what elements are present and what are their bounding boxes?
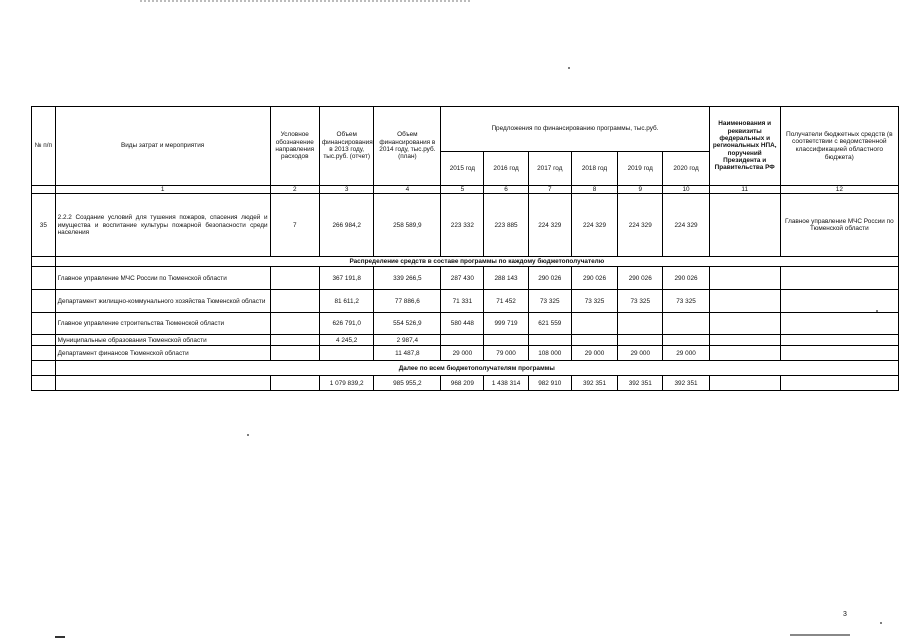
section-title-all-recipients: Далее по всем бюджетополучателям программы [55,361,898,376]
recipient-2014: 339 266,5 [374,267,441,290]
recipient-year-value: 73 325 [571,290,617,313]
activity-year-value: 224 329 [618,194,663,257]
recipient-2013 [319,346,374,361]
recipient-year-value [441,335,484,346]
recipient-npa [709,346,780,361]
recipient-year-value: 29 000 [663,346,709,361]
section-spacer [32,257,56,267]
column-index: 8 [571,186,617,194]
total-year-value: 392 351 [663,376,709,391]
total-year-value: 392 351 [618,376,663,391]
recipient-recipient [780,346,898,361]
column-index-row [32,186,899,194]
page-number: 3 [843,611,847,618]
budget-table [31,106,899,391]
recipient-year-value [484,335,528,346]
header-num: № п/п [32,107,56,186]
recipient-num [32,313,56,335]
recipient-name: Муниципальные образования Тюменской области [55,335,270,346]
section-title-distribution: Распределение средств в составе программы по каждому бюджетополучателю [55,257,898,267]
recipient-2014: 554 526,9 [374,313,441,335]
activity-year-value: 223 885 [484,194,528,257]
recipient-code [270,290,319,313]
recipient-num [32,267,56,290]
recipient-year-value [571,335,617,346]
scan-speck [247,434,249,436]
header-year: 2015 год [441,152,484,186]
section-spacer [32,361,56,376]
recipient-year-value: 29 000 [571,346,617,361]
column-index: 4 [374,186,441,194]
header-year: 2017 год [528,152,571,186]
scan-speck [880,622,882,624]
scan-edge-mark [55,636,65,638]
total-code [270,376,319,391]
recipient-year-value: 71 452 [484,290,528,313]
activity-npa [709,194,780,257]
total-row [32,376,899,391]
recipient-year-value: 29 000 [618,346,663,361]
activity-year-value: 224 329 [663,194,709,257]
recipient-name: Департамент финансов Тюменской области [55,346,270,361]
recipient-year-value: 73 325 [663,290,709,313]
total-year-value: 982 910 [528,376,571,391]
column-index: 2 [270,186,319,194]
recipient-year-value: 73 325 [618,290,663,313]
column-index [32,186,56,194]
recipient-code [270,267,319,290]
recipient-2013: 367 191,8 [319,267,374,290]
header-year: 2020 год [663,152,709,186]
column-index: 3 [319,186,374,194]
recipient-num [32,335,56,346]
recipient-year-value: 621 559 [528,313,571,335]
recipient-year-value: 290 026 [618,267,663,290]
recipient-year-value: 580 448 [441,313,484,335]
recipient-recipient [780,313,898,335]
recipient-2013: 81 611,2 [319,290,374,313]
recipient-code [270,346,319,361]
column-index: 5 [441,186,484,194]
recipient-name: Главное управление строительства Тюменской области [55,313,270,335]
recipient-year-value [618,335,663,346]
header-kinds: Виды затрат и мероприятия [55,107,270,186]
recipient-year-value: 29 000 [441,346,484,361]
activity-2014: 258 589,9 [374,194,441,257]
header-recipients: Получатели бюджетных средств (в соответствии с ведомственной классификацией областного бюджета) [780,107,898,186]
column-index: 12 [780,186,898,194]
header-proposals: Предложения по финансированию программы, тыс.руб. [441,107,709,152]
total-num [32,376,56,391]
recipient-year-value: 999 719 [484,313,528,335]
header-year: 2019 год [618,152,663,186]
recipient-2013: 626 791,0 [319,313,374,335]
recipient-recipient [780,290,898,313]
total-recipient [780,376,898,391]
recipient-year-value [618,313,663,335]
recipient-year-value: 287 430 [441,267,484,290]
recipient-row [32,313,899,335]
total-2013: 1 079 839,2 [319,376,374,391]
recipient-year-value [663,313,709,335]
recipient-code [270,313,319,335]
recipient-recipient [780,335,898,346]
recipient-name: Департамент жилищно-коммунального хозяйства Тюменской области [55,290,270,313]
recipient-recipient [780,267,898,290]
recipient-year-value: 290 026 [663,267,709,290]
recipient-npa [709,267,780,290]
recipient-npa [709,335,780,346]
scan-edge-mark [790,634,850,636]
recipient-2014: 77 886,6 [374,290,441,313]
recipient-name: Главное управление МЧС России по Тюменской области [55,267,270,290]
activity-year-value: 224 329 [528,194,571,257]
activity-year-value: 224 329 [571,194,617,257]
recipient-year-value: 79 000 [484,346,528,361]
recipient-year-value: 108 000 [528,346,571,361]
recipient-year-value: 290 026 [571,267,617,290]
recipient-year-value [571,313,617,335]
recipient-2014: 11 487,8 [374,346,441,361]
recipient-year-value: 73 325 [528,290,571,313]
recipient-year-value: 290 026 [528,267,571,290]
recipient-npa [709,290,780,313]
column-index: 10 [663,186,709,194]
header-year: 2018 год [571,152,617,186]
header-vol-2013: Объем финансирования в 2013 году, тыс.руб. (отчет) [319,107,374,186]
recipient-row [32,267,899,290]
recipient-year-value: 71 331 [441,290,484,313]
activity-code: 7 [270,194,319,257]
recipient-year-value: 288 143 [484,267,528,290]
column-index: 11 [709,186,780,194]
scan-artifact-top [140,0,470,5]
header-year: 2016 год [484,152,528,186]
recipient-code [270,335,319,346]
recipient-row [32,346,899,361]
recipient-num [32,346,56,361]
total-name [55,376,270,391]
header-npa: Наименования и реквизиты федеральных и региональных НПА, поручений Президента и Правительства РФ [709,107,780,186]
column-index: 1 [55,186,270,194]
recipient-num [32,290,56,313]
total-npa [709,376,780,391]
total-2014: 985 955,2 [374,376,441,391]
header-vol-2014: Объем финансирования в 2014 году, тыс.руб. (план) [374,107,441,186]
activity-year-value: 223 332 [441,194,484,257]
scan-speck [568,67,570,69]
total-year-value: 968 209 [441,376,484,391]
column-index: 9 [618,186,663,194]
column-index: 6 [484,186,528,194]
recipient-npa [709,313,780,335]
recipient-row [32,290,899,313]
recipient-row [32,335,899,346]
recipient-2014: 2 987,4 [374,335,441,346]
activity-row [32,194,899,257]
total-year-value: 1 438 314 [484,376,528,391]
row-number: 35 [32,194,56,257]
header-code: Условное обозначение направления расходов [270,107,319,186]
activity-2013: 266 984,2 [319,194,374,257]
recipient-year-value [528,335,571,346]
activity-text: 2.2.2 Создание условий для тушения пожаров, спасения людей и имущества и воспитание культуры пожарной безопасности среди населения [55,194,270,257]
activity-recipient: Главное управление МЧС России по Тюменской области [780,194,898,257]
total-year-value: 392 351 [571,376,617,391]
recipient-2013: 4 245,2 [319,335,374,346]
recipient-year-value [663,335,709,346]
column-index: 7 [528,186,571,194]
